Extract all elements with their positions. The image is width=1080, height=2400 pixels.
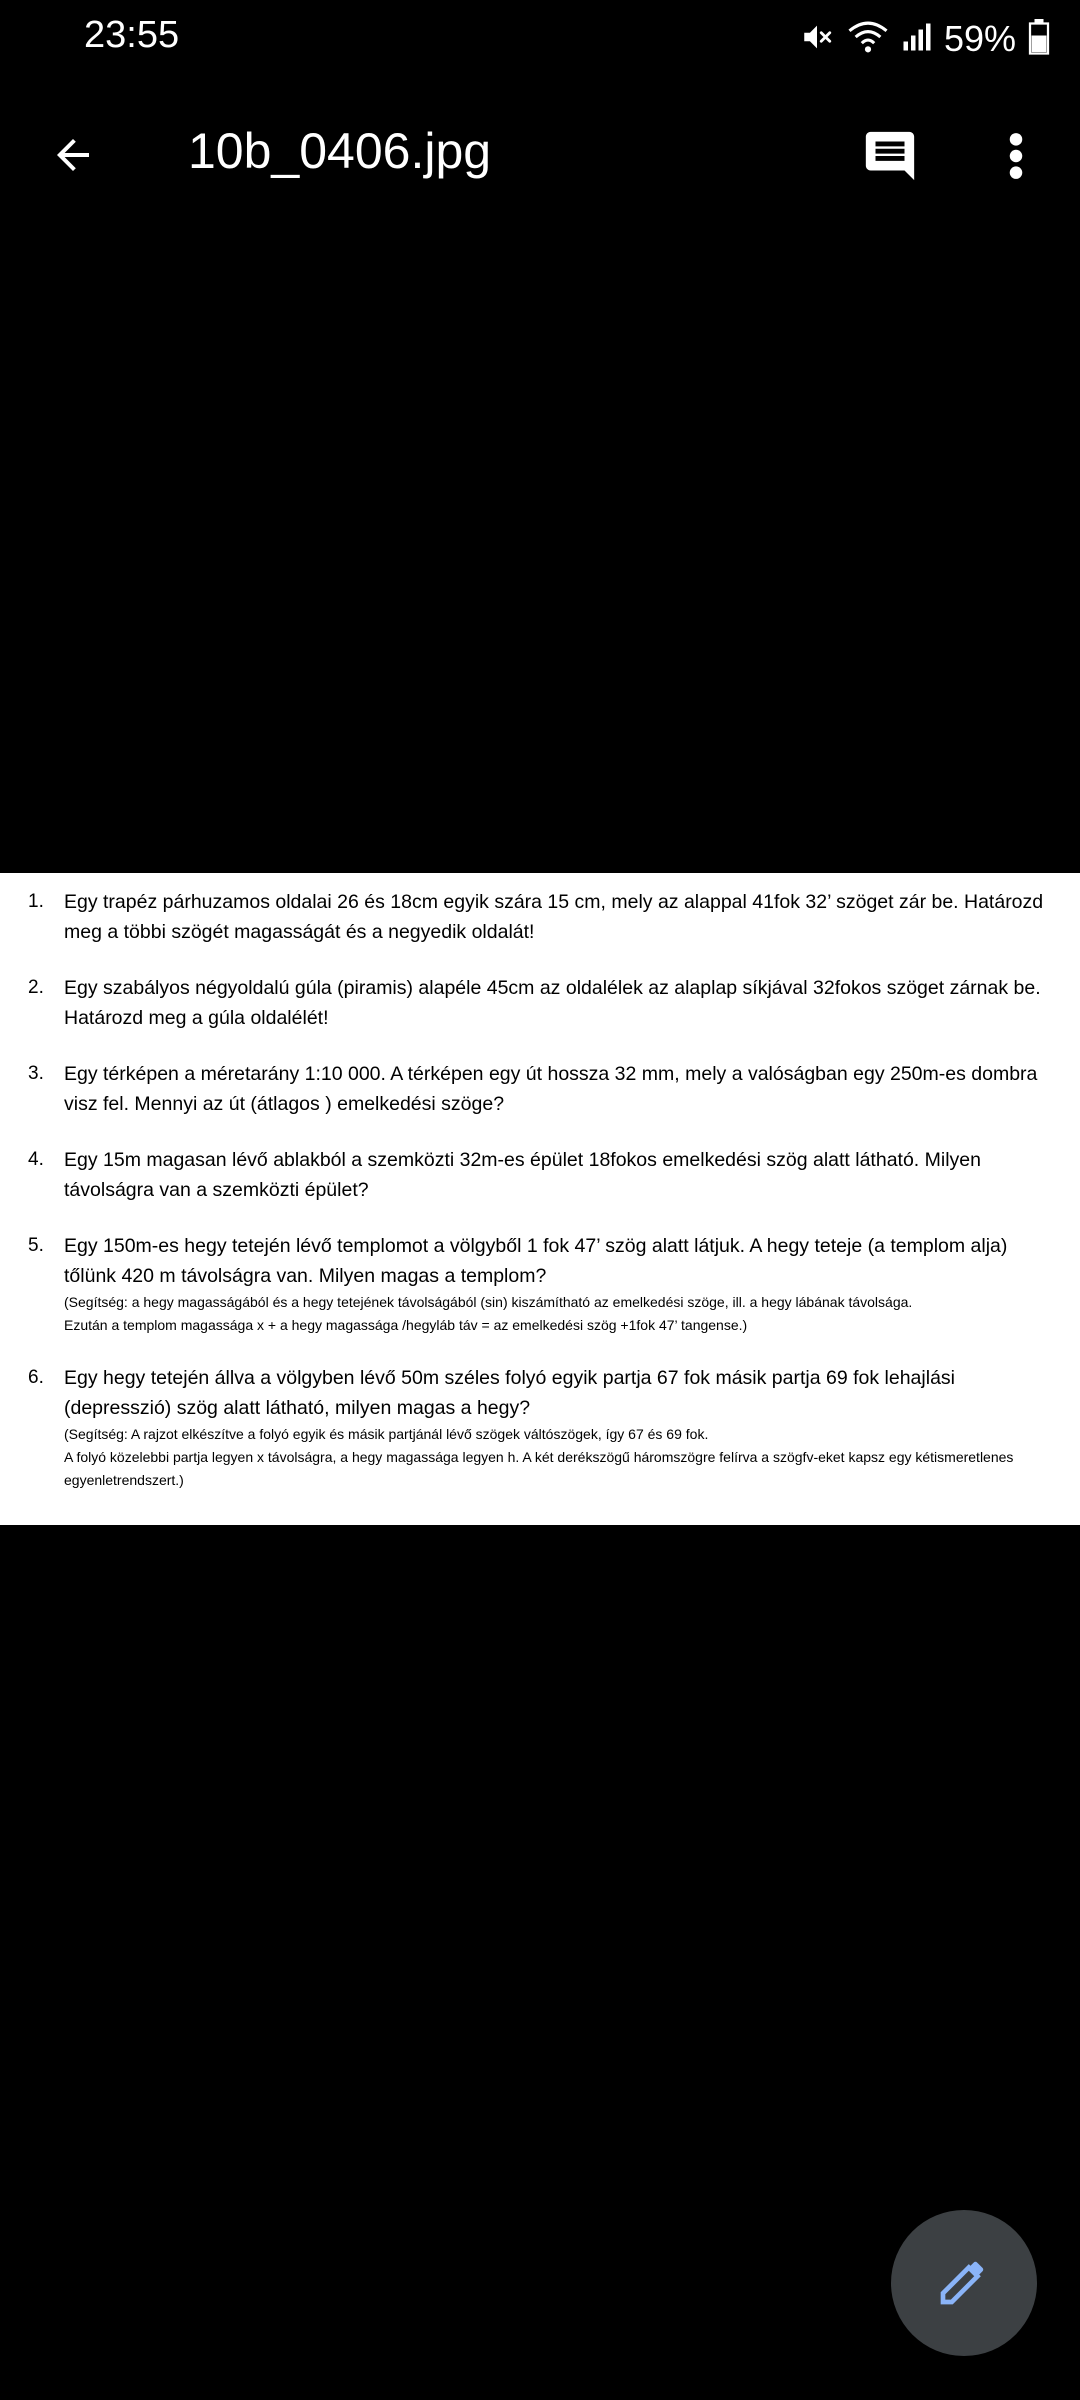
battery-percent: 59%: [943, 18, 1016, 59]
exercise-hint: [64, 1423, 1062, 1492]
mute-icon: [800, 20, 834, 58]
status-time: 23:55: [84, 14, 180, 56]
comments-icon: [861, 127, 919, 189]
battery-icon: [1028, 19, 1050, 59]
status-icons: [800, 14, 1050, 64]
exercise-item: [28, 1059, 1062, 1119]
exercise-text: Egy szabályos négyoldalú gúla (piramis) alapéle 45cm az oldalélek az alaplap síkjával 32fokos szöget zárnak be. Határozd meg a gúla oldalélét!: [64, 977, 1041, 1029]
exercise-number: 5.: [28, 1235, 44, 1256]
wifi-icon: [846, 20, 890, 58]
exercise-text: Egy trapéz párhuzamos oldalai 26 és 18cm egyik szára 15 cm, mely az alappal 41fok 32’ szöget zár be. Határozd meg a többi szögét magasságát és a negyedik oldalát!: [64, 891, 1044, 943]
exercise-body: [64, 887, 1062, 947]
more-options-button[interactable]: [986, 116, 1046, 200]
app-bar: [0, 90, 1080, 220]
exercise-body: [64, 973, 1062, 1033]
exercise-text: Egy térképen a méretarány 1:10 000. A térképen egy út hossza 32 mm, mely a valóságban egy 250m-es dombra visz fel. Mennyi az út (átlagos ) emelkedési szöge?: [64, 1063, 1038, 1115]
exercise-hint: [64, 1291, 1062, 1337]
comments-button[interactable]: [848, 116, 932, 200]
edit-button[interactable]: [891, 2210, 1037, 2356]
exercise-text: Egy hegy tetején állva a völgyben lévő 50m széles folyó egyik partja 67 fok másik partja 69 fok lehajlási (depresszió) szög alatt látható, milyen magas a hegy?: [64, 1367, 955, 1419]
exercise-number: 1.: [28, 891, 44, 912]
exercise-item: [28, 973, 1062, 1033]
exercise-body: [64, 1231, 1062, 1337]
exercise-body: [64, 1145, 1062, 1205]
exercise-body: [64, 1363, 1062, 1492]
exercise-number: 2.: [28, 977, 44, 998]
exercise-item: [28, 1363, 1062, 1492]
exercise-item: [28, 1145, 1062, 1205]
exercise-number: 6.: [28, 1367, 44, 1388]
edit-pencil-icon: [936, 2253, 992, 2313]
exercise-item: [28, 1231, 1062, 1337]
hint-line: A folyó közelebbi partja legyen x távolságra, a hegy magassága legyen h. A két derékszögű háromszögre felírva a szögfv-eket kapsz egy kétismeretlenes egyenletrendszert.): [64, 1449, 1014, 1488]
hint-line: (Segítség: A rajzot elkészítve a folyó egyik és másik partjánál lévő szögek váltószögek, így 67 és 69 fok.: [64, 1426, 709, 1442]
file-title: 10b_0406.jpg: [188, 123, 492, 179]
hint-line: Ezután a templom magassága x + a hegy magassága /hegyláb táv = az emelkedési szög +1fok 47’ tangense.): [64, 1317, 748, 1333]
back-arrow-icon: [49, 131, 97, 183]
signal-icon: [902, 20, 932, 58]
exercise-number: 3.: [28, 1063, 44, 1084]
document-image: [0, 873, 1080, 1525]
more-vert-icon: [1006, 131, 1026, 185]
exercise-text: Egy 150m-es hegy tetején lévő templomot a völgyből 1 fok 47’ szög alatt látjuk. A hegy teteje (a templom alja) tőlünk 420 m távolságra van. Milyen magas a templom?: [64, 1235, 1008, 1287]
exercise-text: Egy 15m magasan lévő ablakból a szemközti 32m-es épület 18fokos emelkedési szög alatt látható. Milyen távolságra van a szemközti épület?: [64, 1149, 981, 1201]
exercise-item: [28, 887, 1062, 947]
exercise-number: 4.: [28, 1149, 44, 1170]
status-bar: [0, 0, 1080, 80]
exercise-body: [64, 1059, 1062, 1119]
hint-line: (Segítség: a hegy magasságából és a hegy tetejének távolságából (sin) kiszámítható az emelkedési szöge, ill. a hegy lábának távolsága.: [64, 1294, 913, 1310]
back-button[interactable]: [36, 120, 110, 194]
